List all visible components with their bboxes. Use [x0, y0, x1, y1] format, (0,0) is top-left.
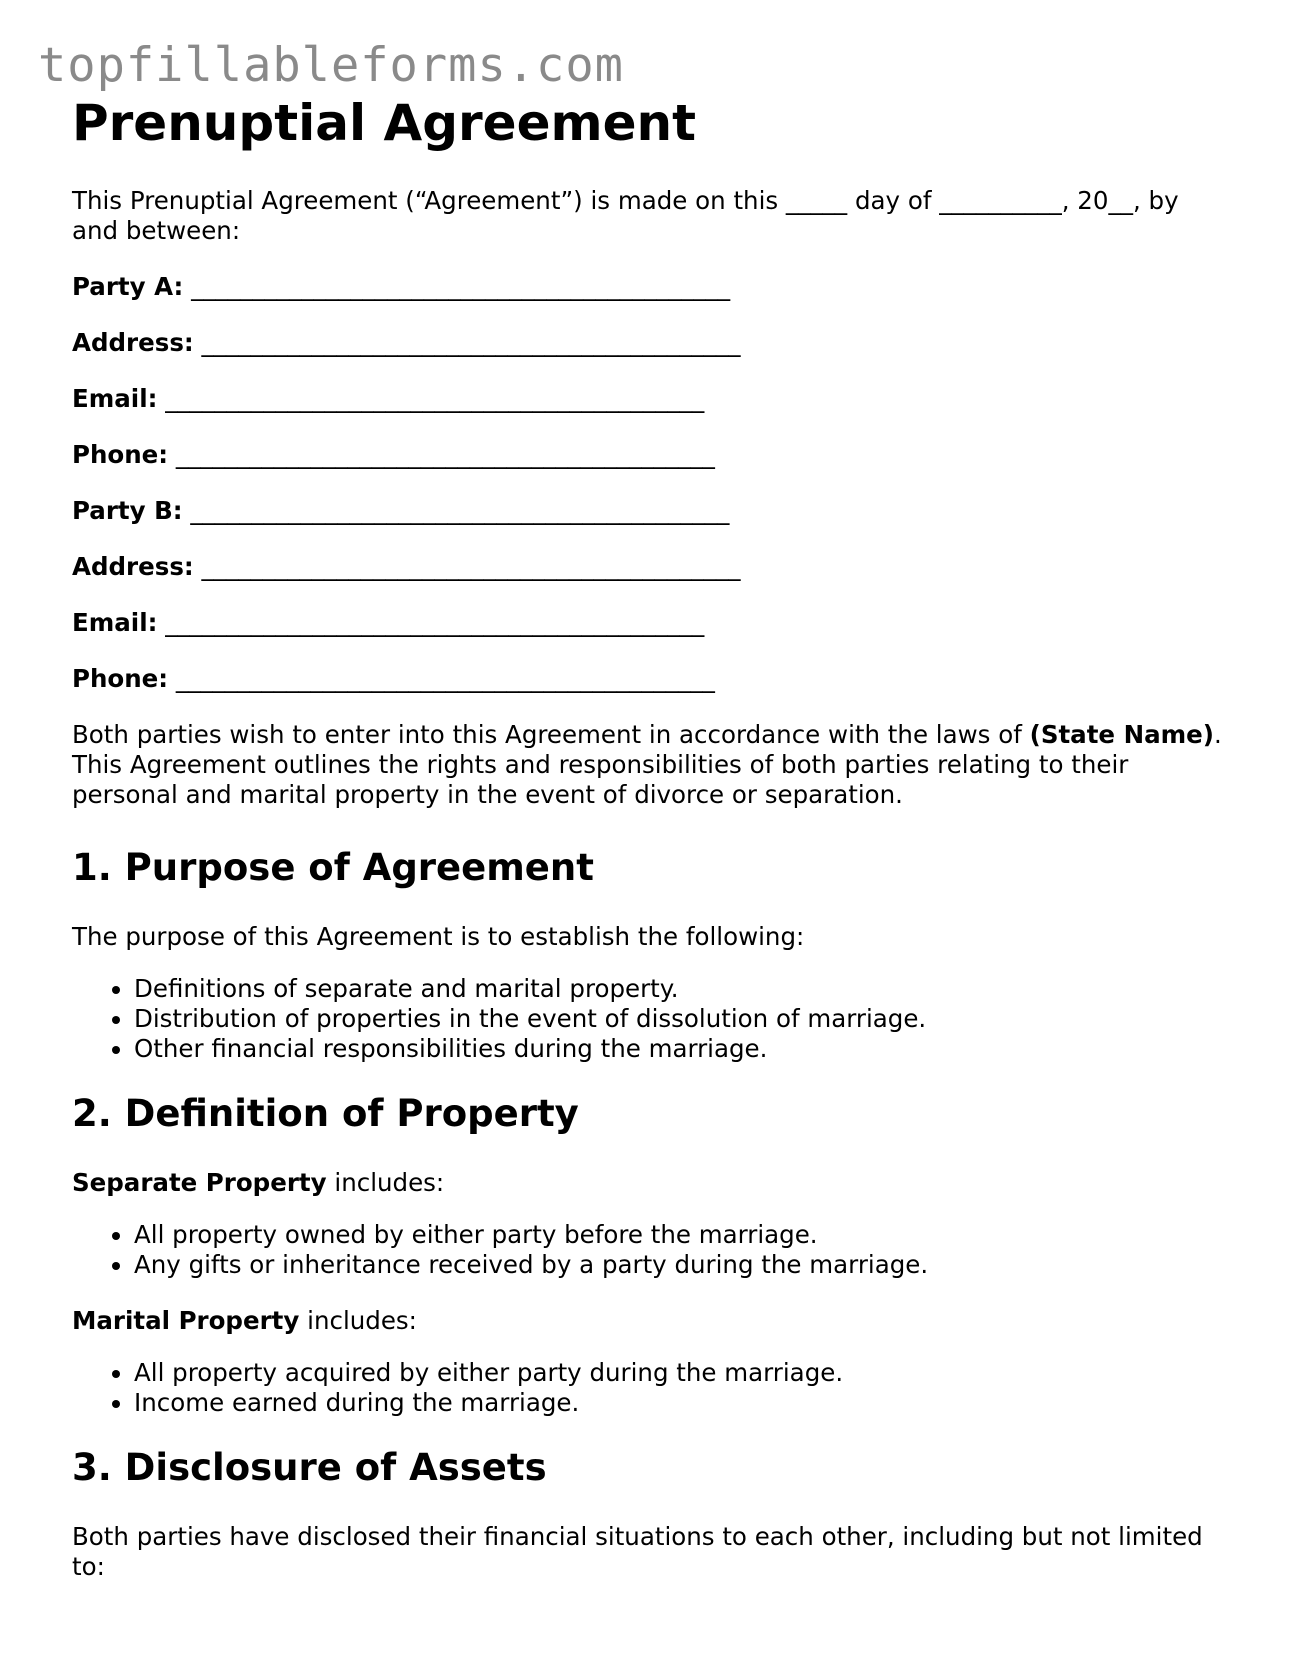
document-title: Prenuptial Agreement: [72, 94, 696, 152]
list-item: • Income earned during the marriage.: [134, 1388, 1232, 1418]
section-heading-purpose: 1. Purpose of Agreement: [72, 846, 594, 889]
section-heading-definition: 2. Definition of Property: [72, 1092, 579, 1135]
field-party-a-email: [72, 384, 1232, 414]
blank-line[interactable]: ____________________________________________: [191, 272, 731, 301]
document: [72, 88, 1232, 1582]
marital-property-suffix: includes:: [299, 1306, 417, 1335]
blank-line[interactable]: ____________________________________________: [190, 496, 730, 525]
field-label: Party A:: [72, 272, 184, 301]
governing-law-paragraph: [72, 720, 1232, 810]
separate-property-intro: [72, 1168, 1232, 1198]
field-label: Email:: [72, 608, 158, 637]
field-party-a-address: [72, 328, 1232, 358]
purpose-paragraph: The purpose of this Agreement is to establish the following:: [72, 922, 805, 951]
blank-line[interactable]: ____________________________________________: [201, 328, 741, 357]
field-label: Address:: [72, 328, 194, 357]
blank-line[interactable]: ____________________________________________: [165, 608, 705, 637]
field-label: Email:: [72, 384, 158, 413]
laws-text-after: . This Agreement outlines the rights and responsibilities of both parties relating to their personal and marital property in the event of divorce or separation.: [72, 720, 1222, 809]
field-party-b-phone: [72, 664, 1232, 694]
purpose-list: [72, 974, 1232, 1064]
list-item: • All property owned by either party before the marriage.: [134, 1220, 1232, 1250]
field-label: Address:: [72, 552, 194, 581]
separate-property-suffix: includes:: [326, 1168, 445, 1197]
marital-property-list: [72, 1358, 1232, 1418]
field-party-a-phone: [72, 440, 1232, 470]
marital-property-label: Marital Property: [72, 1306, 300, 1335]
intro-paragraph: This Prenuptial Agreement (“Agreement”) is made on this _____ day of __________, 20__, by and between:: [72, 186, 1179, 245]
marital-property-intro: [72, 1306, 1232, 1336]
field-label: Party B:: [72, 496, 183, 525]
list-item: • Other financial responsibilities during the marriage.: [134, 1034, 1232, 1064]
field-party-a: [72, 272, 1232, 302]
blank-line[interactable]: ____________________________________________: [201, 552, 741, 581]
separate-property-label: Separate Property: [72, 1168, 327, 1197]
field-party-b-address: [72, 552, 1232, 582]
field-party-b: [72, 496, 1232, 526]
blank-line[interactable]: ____________________________________________: [175, 440, 715, 469]
separate-property-list: [72, 1220, 1232, 1280]
field-label: Phone:: [72, 664, 169, 693]
list-item: • All property acquired by either party during the marriage.: [134, 1358, 1232, 1388]
state-name-placeholder: (State Name): [1029, 720, 1214, 749]
disclosure-paragraph: Both parties have disclosed their financial situations to each other, including but not limited to:: [72, 1522, 1203, 1581]
field-label: Phone:: [72, 440, 169, 469]
watermark: topfillableforms.com: [38, 38, 624, 93]
list-item: • Definitions of separate and marital property.: [134, 974, 1232, 1004]
list-item: • Distribution of properties in the event of dissolution of marriage.: [134, 1004, 1232, 1034]
field-party-b-email: [72, 608, 1232, 638]
blank-line[interactable]: ____________________________________________: [175, 664, 715, 693]
blank-line[interactable]: ____________________________________________: [165, 384, 705, 413]
laws-text-before: Both parties wish to enter into this Agreement in accordance with the laws of: [72, 720, 1030, 749]
section-heading-disclosure: 3. Disclosure of Assets: [72, 1446, 547, 1489]
list-item: • Any gifts or inheritance received by a party during the marriage.: [134, 1250, 1232, 1280]
